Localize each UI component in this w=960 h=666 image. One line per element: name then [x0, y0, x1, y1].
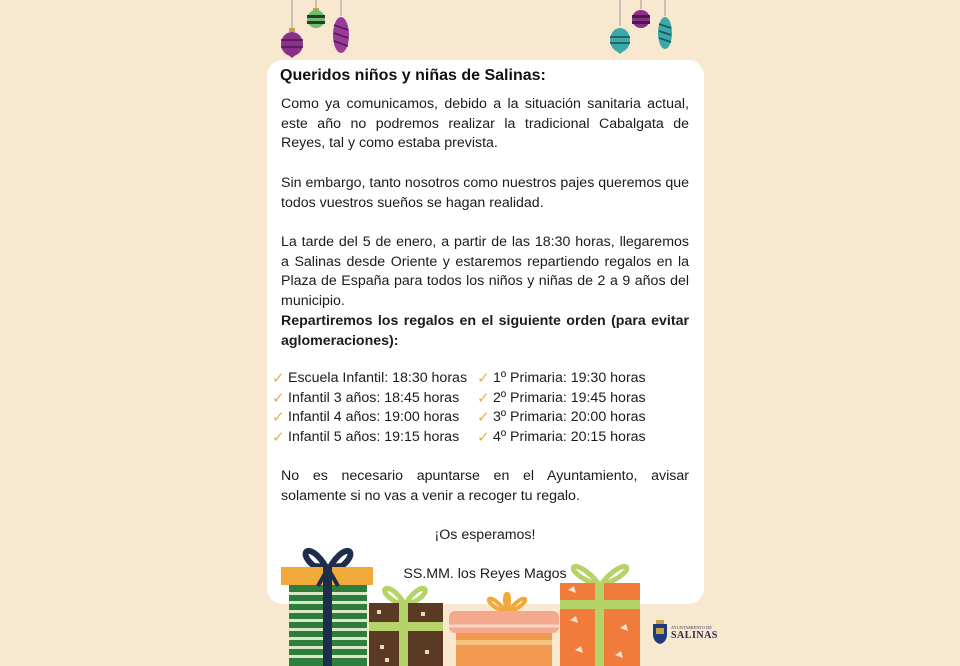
gift-box-3-icon [449, 594, 559, 666]
check-icon: ✓ [477, 409, 490, 427]
paragraph-intro: Como ya comunicamos, debido a la situación sanitaria actual, este año no podremos realizar la tradicional Cabalgata de Reyes, tal y como estaba prevista. [281, 96, 689, 152]
check-icon: ✓ [477, 428, 490, 446]
schedule-item: ✓ Infantil 3 años: 18:45 horas [272, 389, 460, 407]
schedule-item: ✓ Infantil 5 años: 19:15 horas [272, 428, 460, 446]
check-icon: ✓ [272, 428, 285, 446]
logo-top-line: AYUNTAMIENTO DE [671, 625, 713, 630]
check-icon: ✓ [272, 409, 285, 427]
logo-name: SALINAS [671, 630, 718, 641]
check-icon: ✓ [477, 389, 490, 407]
order-heading: Repartiremos los regalos en el siguiente orden (para evitar aglomeraciones): [281, 313, 689, 349]
municipality-logo [652, 620, 718, 644]
paragraph-arrival: La tarde del 5 de enero, a partir de las 18:30 horas, llegaremos a Salinas desde Oriente y estaremos repartiendo regalos en la Plaza de España para todos los niños y niñas de 2 a 9 años del municipio. [281, 234, 689, 309]
check-icon: ✓ [272, 370, 285, 387]
schedule-item: ✓ Escuela Infantil: 18:30 horas [272, 370, 468, 387]
letter-title: Queridos niños y niñas de Salinas: [280, 67, 546, 84]
gift-box-2-icon [369, 588, 443, 666]
schedule-item: ✓ 1º Primaria: 19:30 horas [477, 370, 646, 387]
check-icon: ✓ [477, 370, 490, 387]
closing-text: ¡Os esperamos! [434, 527, 536, 543]
signature-text: SS.MM. los Reyes Magos [403, 566, 567, 582]
paragraph-notice: No es necesario apuntarse en el Ayuntamiento, avisar solamente si no vas a venir a recoger tu regalo. [281, 468, 689, 504]
gift-box-1-icon [281, 551, 373, 666]
check-icon: ✓ [272, 389, 285, 407]
gift-box-4-icon [560, 566, 640, 666]
schedule-item: ✓ Infantil 4 años: 19:00 horas [272, 409, 460, 427]
schedule-item: ✓ 4º Primaria: 20:15 horas [477, 428, 646, 446]
paragraph-wishes: Sin embargo, tanto nosotros como nuestros pajes queremos que todos vuestros sueños se hagan realidad. [281, 175, 689, 211]
schedule-item: ✓ 2º Primaria: 19:45 horas [477, 389, 646, 407]
coat-of-arms-icon [652, 620, 668, 644]
schedule-item: ✓ 3º Primaria: 20:00 horas [477, 409, 646, 427]
